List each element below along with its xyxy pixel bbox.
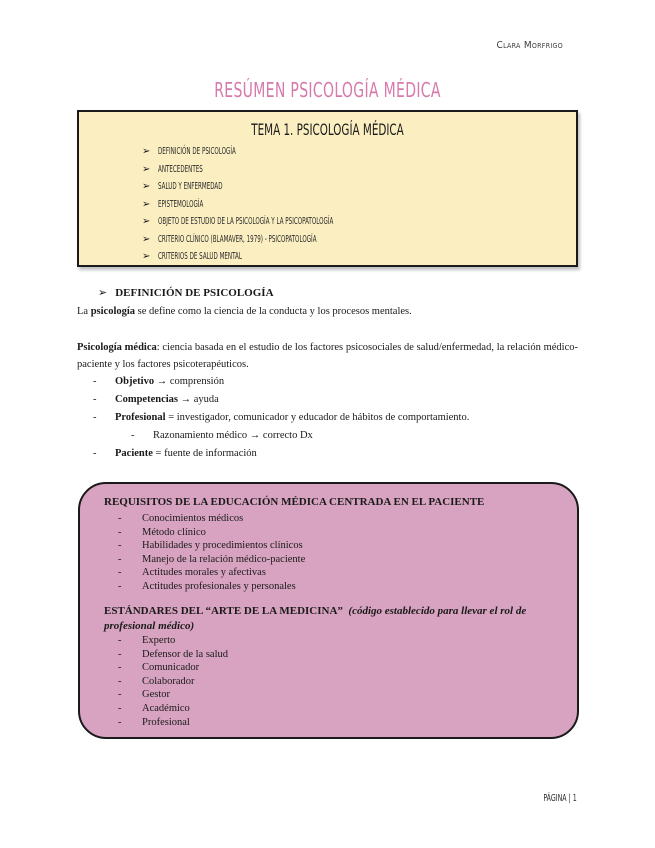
arrow-bullet-icon: ➢ xyxy=(98,287,108,299)
standards-list xyxy=(118,634,228,729)
requirements-heading: REQUISITOS DE LA EDUCACIÓN MÉDICA CENTRADA EN EL PACIENTE xyxy=(104,496,485,508)
list-item: - Actitudes morales y afectivas xyxy=(118,567,266,579)
page-number: PÁGINA | 1 xyxy=(543,793,577,804)
arrow-bullet-icon: ➢ xyxy=(142,146,151,157)
list-item: - Académico xyxy=(118,702,190,714)
medical-education-box xyxy=(78,482,579,739)
arrow-bullet-icon: ➢ xyxy=(142,251,151,262)
topic-item: ➢ DEFINICIÓN DE PSICOLOGÍA xyxy=(142,143,441,161)
author-name: Clara Morfrigo xyxy=(496,40,563,51)
standards-heading: ESTÁNDARES DEL “ARTE DE LA MEDICINA” (código establecido para llevar el rol de profesional médico) xyxy=(104,605,527,632)
topic-item: ➢ ANTECEDENTES xyxy=(142,161,441,179)
topic-summary-box xyxy=(77,110,578,267)
topic-item: ➢ OBJETO DE ESTUDIO DE LA PSICOLOGÍA Y LA PSICOPATOLOGÍA xyxy=(142,213,441,231)
topic-item: ➢ CRITERIO CLÍNICO (BLAMAVER, 1979) - PSICOPATOLOGÍA xyxy=(142,231,441,249)
list-item: - Colaborador xyxy=(118,675,195,687)
document-title: RESÚMEN PSICOLOGÍA MÉDICA xyxy=(214,78,441,102)
topic-heading: TEMA 1. PSICOLOGÍA MÉDICA xyxy=(251,120,404,139)
medical-psychology-paragraph: Psicología médica: ciencia basada en el estudio de los factores psicosociales de salud/enfermedad, la relación médico-paciente y los factores psicoterapéuticos. xyxy=(77,342,578,370)
topic-list xyxy=(142,143,441,266)
list-item: - Conocimientos médicos xyxy=(118,513,244,524)
definition-bullets xyxy=(93,373,469,463)
arrow-bullet-icon: ➢ xyxy=(142,163,151,175)
list-item: - Gestor xyxy=(118,689,170,701)
list-item: - Profesional = investigador, comunicador y educador de hábitos de comportamiento. xyxy=(93,412,470,423)
requirements-list xyxy=(118,512,305,594)
list-item: - Manejo de la relación médico-paciente xyxy=(118,553,306,565)
topic-item: ➢ CRITERIOS DE SALUD MENTAL xyxy=(142,248,441,266)
arrow-bullet-icon: ➢ xyxy=(142,181,151,192)
list-item: - Objetivo → comprensión xyxy=(93,376,225,387)
list-item: - Actitudes profesionales y personales xyxy=(118,580,296,592)
list-item: - Método clínico xyxy=(118,526,206,538)
list-item: - Paciente = fuente de información xyxy=(93,448,257,459)
topic-item: ➢ SALUD Y ENFERMEDAD xyxy=(142,178,441,196)
list-item: - Habilidades y procedimientos clínicos xyxy=(118,540,303,552)
arrow-bullet-icon: ➢ xyxy=(142,198,151,210)
list-item: - Competencias → ayuda xyxy=(93,394,219,405)
list-item: - Profesional xyxy=(118,716,190,728)
arrow-bullet-icon: ➢ xyxy=(142,216,151,227)
list-item: - Defensor de la salud xyxy=(118,648,229,660)
list-subitem: - Razonamiento médico → correcto Dx xyxy=(131,430,313,441)
list-item: - Comunicador xyxy=(118,662,200,674)
section-heading: ➢ DEFINICIÓN DE PSICOLOGÍA xyxy=(98,287,274,299)
list-item: - Experto xyxy=(118,635,176,646)
definition-paragraph: La psicología se define como la ciencia de la conducta y los procesos mentales. xyxy=(77,306,412,317)
arrow-bullet-icon: ➢ xyxy=(142,233,151,245)
topic-item: ➢ EPISTEMOLOGÍA xyxy=(142,196,441,214)
